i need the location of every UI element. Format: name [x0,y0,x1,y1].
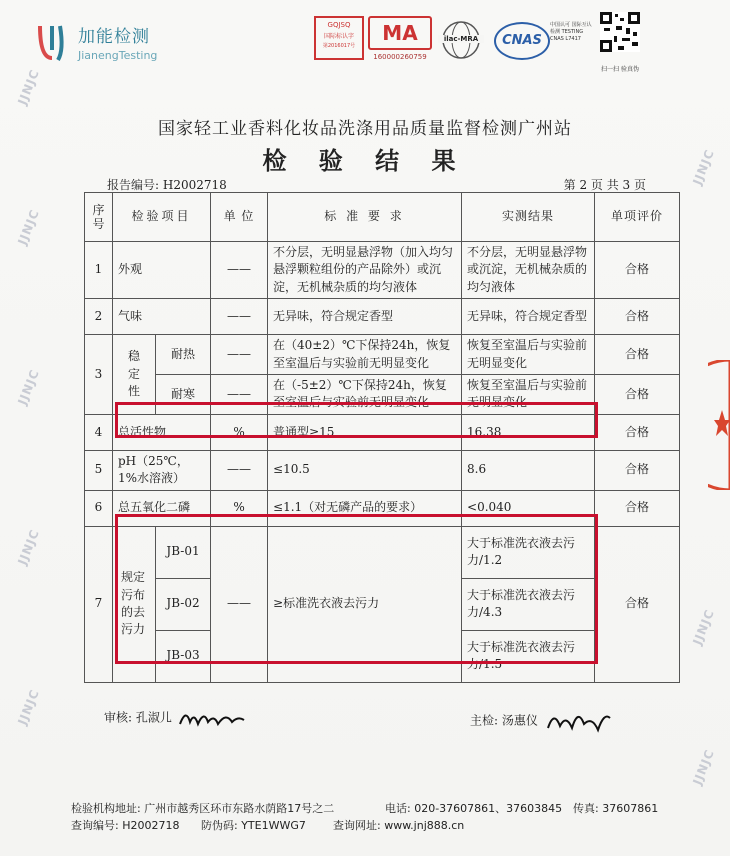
ilac-name: ilac-MRA [438,35,484,43]
row-standard: 无异味，符合规定香型 [268,299,462,335]
row-result: <0.040 [462,490,595,526]
gqjsq-name: GQJSQ [327,21,351,29]
footer-phone: 电话: 020-37607861、37603845 [385,802,563,815]
row-standard: 在（-5±2）℃下保持24h，恢复至室温后与实验前无明显变化 [268,374,462,414]
table-row [85,242,680,299]
row-item: 气味 [113,299,211,335]
row-eval: 合格 [595,335,680,375]
row-no: 1 [85,242,113,299]
watermark: JJNJC [15,527,43,567]
watermark: JJNJC [690,607,718,647]
row-result: 8.6 [462,450,595,490]
inspector-label: 主检: 汤惠仪 [470,713,538,728]
footer-website[interactable]: 查询网址: www.jnj888.cn [333,819,465,832]
table-row [85,299,680,335]
reviewer-label: 审核: 孔淑儿 [104,710,172,725]
row-no: 5 [85,450,113,490]
table-row [85,450,680,490]
row-subitem: 耐热 [156,335,211,375]
page-indicator: 第 2 页 共 3 页 [563,178,646,192]
col-header-item: 检验项目 [113,193,211,242]
gqjsq-line2: 国际标认字 [323,33,354,40]
col-header-unit: 单 位 [211,193,268,242]
ilac-cert-mark [438,20,484,64]
footer-address: 检验机构地址: 广州市越秀区环市东路水荫路17号之二 [71,802,335,815]
row-standard: ≥标准洗衣液去污力 [268,526,462,682]
table-row [85,335,680,375]
row-item: pH（25℃，1%水溶液） [113,450,211,490]
row-unit: —— [211,242,268,299]
watermark: JJNJC [690,147,718,187]
row-item: 总活性物 [113,414,211,450]
reviewer-signature [104,706,246,730]
row-item: 外观 [113,242,211,299]
brand-mark-icon [34,20,70,64]
watermark: JJNJC [15,67,43,107]
watermark: JJNJC [15,687,43,727]
footer-query-no: 查询编号: H2002718 [71,819,180,832]
row-eval: 合格 [595,526,680,682]
cma-mark-text: MA [368,16,432,50]
row-eval: 合格 [595,450,680,490]
row-standard: 不分层，无明显悬浮物（加入均匀悬浮颗粒组份的产品除外）或沉淀，无机械杂质的均匀液体 [268,242,462,299]
row-group: 规定污布的去污力 [113,526,156,682]
row-unit: —— [211,526,268,682]
row-unit: —— [211,335,268,375]
watermark: JJNJC [690,747,718,787]
gqjsq-cert-mark [314,16,364,60]
row-eval: 合格 [595,242,680,299]
row-standard: ≤1.1（对无磷产品的要求） [268,490,462,526]
handwritten-signature-icon [176,706,246,730]
row-no: 6 [85,490,113,526]
watermark: JJNJC [15,367,43,407]
footer-fax: 传真: 37607861 [573,802,659,815]
gqjsq-line3: 第2016017号 [322,43,356,49]
highlight-box-active-matter [115,402,598,438]
footer-contact [71,800,661,816]
row-result: 大于标准洗衣液去污力/1.5 [462,630,595,682]
highlight-box-detergency [115,514,598,664]
row-group: 稳定性 [113,335,156,415]
row-item: 总五氧化二磷 [113,490,211,526]
row-result: 不分层，无明显悬浮物或沉淀，无机械杂质的均匀液体 [462,242,595,299]
row-result: 16.38 [462,414,595,450]
row-eval: 合格 [595,490,680,526]
row-standard: ≤10.5 [268,450,462,490]
row-result: 大于标准洗衣液去污力/1.2 [462,526,595,578]
handwritten-signature-icon [542,706,612,736]
cma-cert-mark [368,16,432,61]
row-result: 大于标准洗衣液去污力/4.3 [462,578,595,630]
document-title: 检 验 结 果 [262,146,468,175]
inspector-signature [470,706,612,736]
row-unit: % [211,490,268,526]
cnas-caption: 中国认可 国际互认 检测 TESTING CNAS L7417 [550,22,592,42]
row-standard: 在（40±2）℃下保持24h，恢复至室温后与实验前无明显变化 [268,335,462,375]
row-result: 无异味，符合规定香型 [462,299,595,335]
row-unit: % [211,414,268,450]
row-no: 4 [85,414,113,450]
row-unit: —— [211,374,268,414]
row-unit: —— [211,450,268,490]
report-number: 报告编号: H2002718 [107,178,227,192]
organization-name: 国家轻工业香料化妆品洗涤用品质量监督检测广州站 [158,119,572,139]
row-no: 2 [85,299,113,335]
cma-number: 160000260759 [373,53,427,61]
row-subitem: JB-01 [156,526,211,578]
row-eval: 合格 [595,299,680,335]
footer-query [71,817,661,833]
col-header-no: 序号 [85,193,113,242]
row-standard: 普通型≥15 [268,414,462,450]
col-header-standard: 标 准 要 求 [268,193,462,242]
row-result: 恢复至室温后与实验前无明显变化 [462,335,595,375]
official-stamp-icon [708,360,730,490]
watermark: JJNJC [15,207,43,247]
row-unit: —— [211,299,268,335]
row-no: 7 [85,526,113,682]
qr-caption: 扫一扫 验真伪 [601,66,639,73]
footer-anti-fake: 防伪码: YTE1WWG7 [201,819,306,832]
brand-name-cn: 加能检测 [78,27,150,47]
row-eval: 合格 [595,374,680,414]
row-result: 恢复至室温后与实验前无明显变化 [462,374,595,414]
row-no: 3 [85,335,113,415]
qr-code-icon[interactable] [600,12,640,52]
row-subitem: JB-02 [156,578,211,630]
cnas-cert-mark [494,22,550,60]
table-header-row [85,193,680,242]
col-header-result: 实测结果 [462,193,595,242]
brand-name-en: JianengTesting [78,49,158,62]
brand-logo [34,20,157,64]
row-eval: 合格 [595,414,680,450]
row-subitem: JB-03 [156,630,211,682]
row-subitem: 耐寒 [156,374,211,414]
cnas-name: CNAS [494,22,550,60]
col-header-eval: 单项评价 [595,193,680,242]
